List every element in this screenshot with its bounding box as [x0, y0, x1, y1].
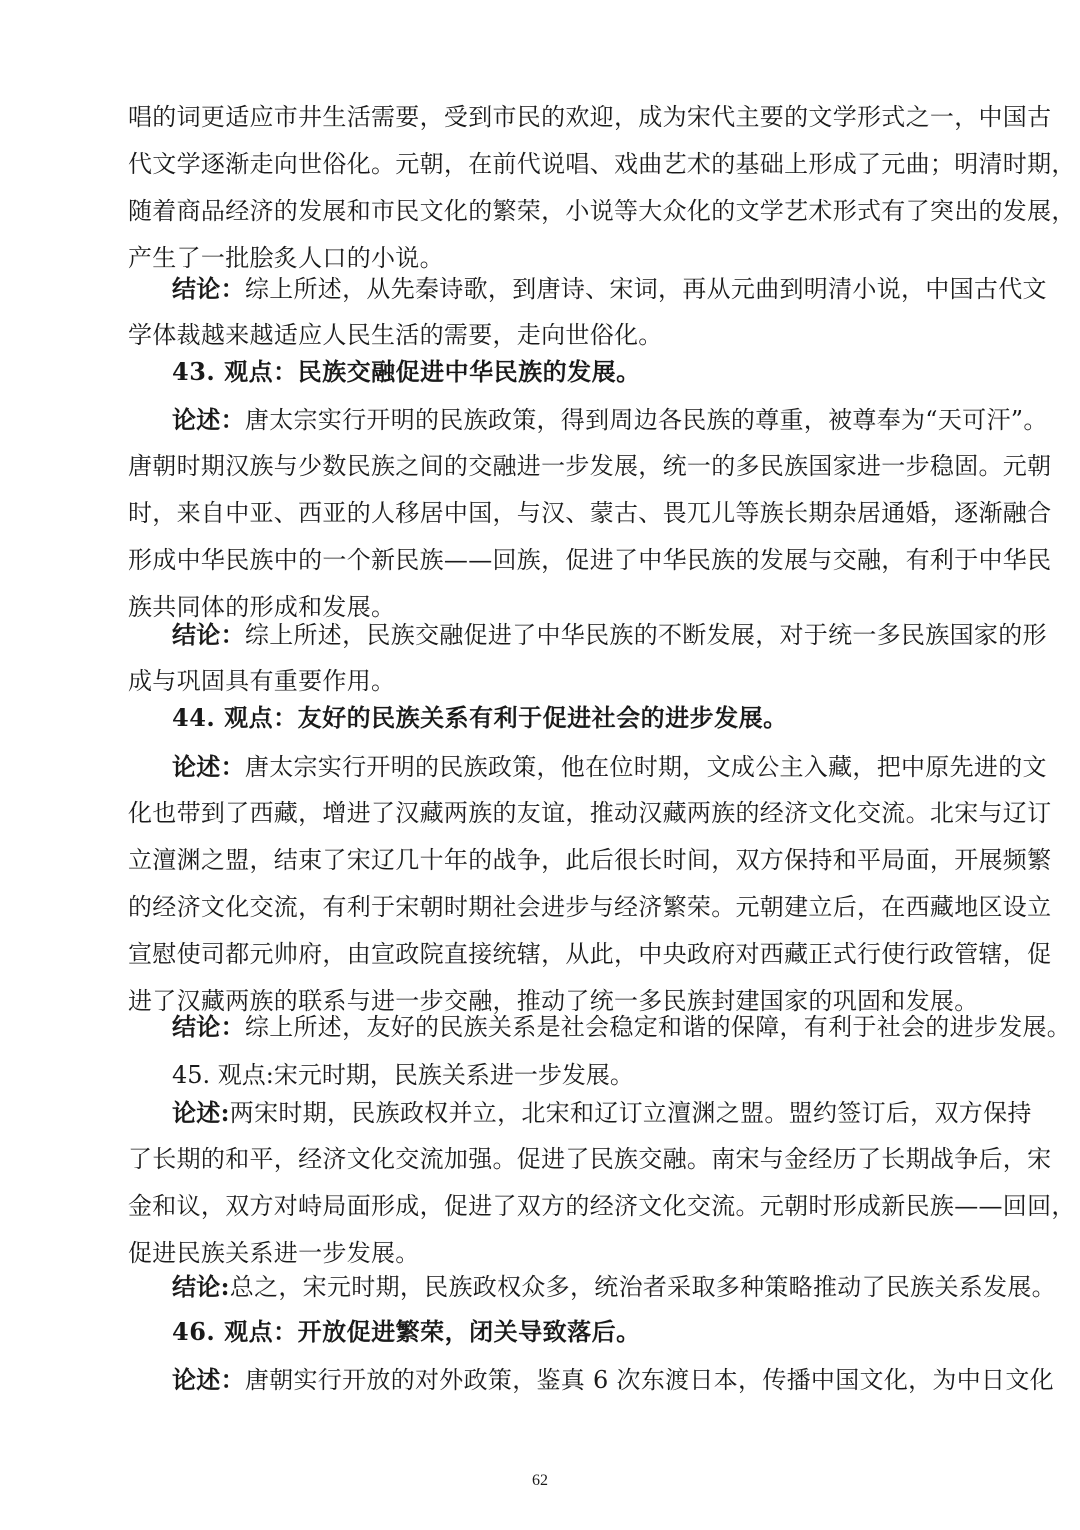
conclusion-label: 结论:	[172, 1272, 230, 1301]
section-44-argument	[128, 743, 1052, 1025]
intro-conclusion	[128, 265, 1047, 359]
conclusion-text: 综上所述，友好的民族关系是社会稳定和谐的保障，有利于社会的进步发展。	[244, 1013, 1072, 1041]
argument-label: 论述：	[172, 752, 245, 781]
section-45-conclusion	[128, 1263, 1056, 1310]
section-heading-43: 43. 观点：民族交融促进中华民族的发展。	[172, 357, 641, 386]
text-line: 化也带到了西藏，增进了汉藏两族的友谊，推动汉藏两族的经济文化交流。北宋与辽订	[128, 799, 1052, 827]
text-line: 唱的词更适应市井生活需要，受到市民的欢迎，成为宋代主要的文学形式之一，中国古	[128, 103, 1052, 131]
text-line	[128, 265, 1047, 312]
text-line: 代文学逐渐走向世俗化。元朝，在前代说唱、戏曲艺术的基础上形成了元曲；明清时期，	[128, 150, 1076, 178]
argument-text: 唐太宗实行开明的民族政策，他在位时期，文成公主入藏，把中原先进的文	[244, 753, 1047, 781]
text-line: 族共同体的形成和发展。	[128, 593, 396, 621]
page-number: 62	[532, 1472, 548, 1489]
text-line: 促进民族关系进一步发展。	[128, 1239, 420, 1267]
text-line: 形成中华民族中的一个新民族——回族，促进了中华民族的发展与交融，有利于中华民	[128, 546, 1052, 574]
conclusion-label: 结论：	[172, 274, 245, 303]
text-line	[128, 396, 1048, 443]
section-heading-46: 46. 观点：开放促进繁荣，闭关导致落后。	[172, 1317, 641, 1346]
argument-text: 两宋时期，民族政权并立，北宋和辽订立澶渊之盟。盟约签订后，双方保持	[229, 1099, 1032, 1127]
section-43-conclusion	[128, 611, 1047, 705]
text-line: 产生了一批脍炙人口的小说。	[128, 244, 444, 272]
text-line: 学体裁越来越适应人民生活的需要，走向世俗化。	[128, 321, 663, 349]
text-line	[128, 1003, 1072, 1050]
text-line: 了长期的和平，经济文化交流加强。促进了民族交融。南宋与金经历了长期战争后，宋	[128, 1145, 1052, 1173]
section-heading-45: 45. 观点:宋元时期，民族关系进一步发展。	[172, 1061, 634, 1089]
section-heading-44: 44. 观点：友好的民族关系有利于促进社会的进步发展。	[172, 703, 788, 732]
text-line	[128, 611, 1047, 658]
text-line: 进了汉藏两族的联系与进一步交融，推动了统一多民族封建国家的巩固和发展。	[128, 987, 979, 1015]
intro-paragraph	[128, 94, 1076, 282]
text-line: 时，来自中亚、西亚的人移居中国，与汉、蒙古、畏兀儿等族长期杂居通婚，逐渐融合	[128, 499, 1052, 527]
conclusion-text: 综上所述，民族交融促进了中华民族的不断发展，对于统一多民族国家的形	[244, 621, 1047, 649]
text-line: 金和议，双方对峙局面形成，促进了双方的经济文化交流。元朝时形成新民族——回回，	[128, 1192, 1076, 1220]
text-line	[128, 1089, 1032, 1136]
conclusion-text: 总之，宋元时期，民族政权众多，统治者采取多种策略推动了民族关系发展。	[229, 1273, 1056, 1301]
section-43-argument	[128, 396, 1052, 631]
conclusion-label: 结论：	[172, 620, 245, 649]
text-line: 宣慰使司都元帅府，由宣政院直接统辖，从此，中央政府对西藏正式行使行政管辖，促	[128, 940, 1052, 968]
text-line	[128, 743, 1047, 790]
text-line	[128, 1263, 1056, 1310]
text-line: 唐朝时期汉族与少数民族之间的交融进一步发展，统一的多民族国家进一步稳固。元朝	[128, 452, 1052, 480]
conclusion-text: 综上所述，从先秦诗歌，到唐诗、宋词，再从元曲到明清小说，中国古代文	[244, 275, 1047, 303]
section-46-argument	[128, 1356, 1054, 1403]
section-44-conclusion	[128, 1003, 1072, 1050]
text-line: 随着商品经济的发展和市民文化的繁荣，小说等大众化的文学艺术形式有了突出的发展，	[128, 197, 1076, 225]
conclusion-label: 结论：	[172, 1012, 245, 1041]
argument-label: 论述:	[172, 1098, 230, 1127]
argument-label: 论述：	[172, 405, 245, 434]
text-line: 立澶渊之盟，结束了宋辽几十年的战争，此后很长时间，双方保持和平局面，开展频繁	[128, 846, 1052, 874]
argument-text: 唐太宗实行开明的民族政策，得到周边各民族的尊重，被尊奉为“天可汗”。	[244, 406, 1048, 434]
text-line: 的经济文化交流，有利于宋朝时期社会进步与经济繁荣。元朝建立后，在西藏地区设立	[128, 893, 1052, 921]
argument-label: 论述：	[172, 1365, 245, 1394]
argument-text: 唐朝实行开放的对外政策，鉴真 6 次东渡日本，传播中国文化，为中日文化	[244, 1366, 1054, 1394]
text-line: 成与巩固具有重要作用。	[128, 667, 396, 695]
section-45-argument	[128, 1089, 1076, 1277]
text-line	[128, 1356, 1054, 1403]
